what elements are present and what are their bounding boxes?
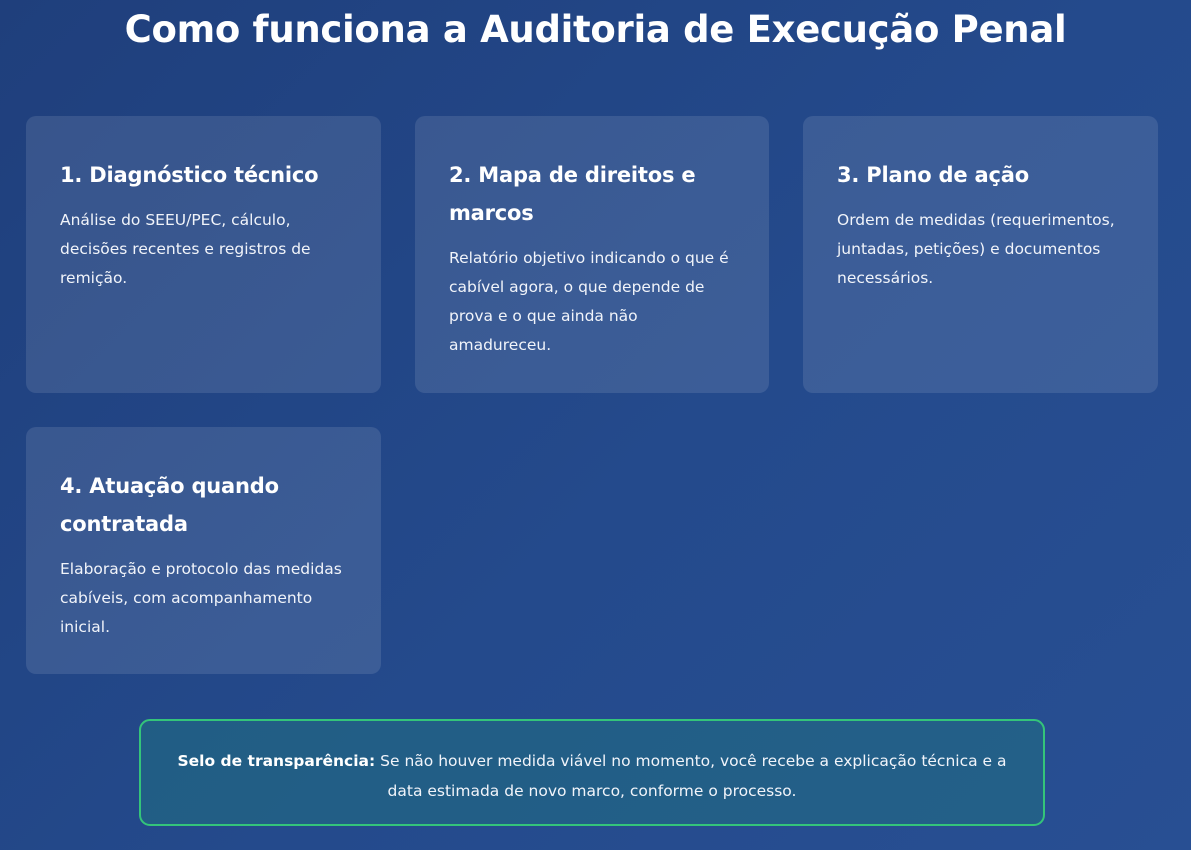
page-title: Como funciona a Auditoria de Execução Penal bbox=[124, 8, 1067, 51]
step-card-text: Relatório objetivo indicando o que é cabível agora, o que depende de prova e o que ainda não amadureceu. bbox=[449, 249, 729, 354]
step-card-plano bbox=[803, 116, 1158, 393]
transparency-seal-text: Se não houver medida viável no momento, você recebe a explicação técnica e a data estimada de novo marco, conforme o processo. bbox=[380, 752, 1007, 800]
step-card-text: Ordem de medidas (requerimentos, juntadas, petições) e documentos necessários. bbox=[837, 211, 1115, 287]
step-card-title: 2. Mapa de direitos e marcos bbox=[449, 163, 696, 225]
step-card-text: Análise do SEEU/PEC, cálculo, decisões recentes e registros de remição. bbox=[60, 211, 311, 287]
transparency-seal-label: Selo de transparência: bbox=[177, 752, 376, 770]
step-card-atuacao bbox=[26, 427, 381, 674]
step-card-title: 3. Plano de ação bbox=[837, 163, 1029, 187]
step-card-text: Elaboração e protocolo das medidas cabíveis, com acompanhamento inicial. bbox=[60, 560, 342, 636]
step-card-title: 4. Atuação quando contratada bbox=[60, 474, 279, 536]
transparency-seal bbox=[139, 719, 1045, 826]
step-card-diagnostico bbox=[26, 116, 381, 393]
step-card-title: 1. Diagnóstico técnico bbox=[60, 163, 319, 187]
step-card-mapa bbox=[415, 116, 769, 393]
